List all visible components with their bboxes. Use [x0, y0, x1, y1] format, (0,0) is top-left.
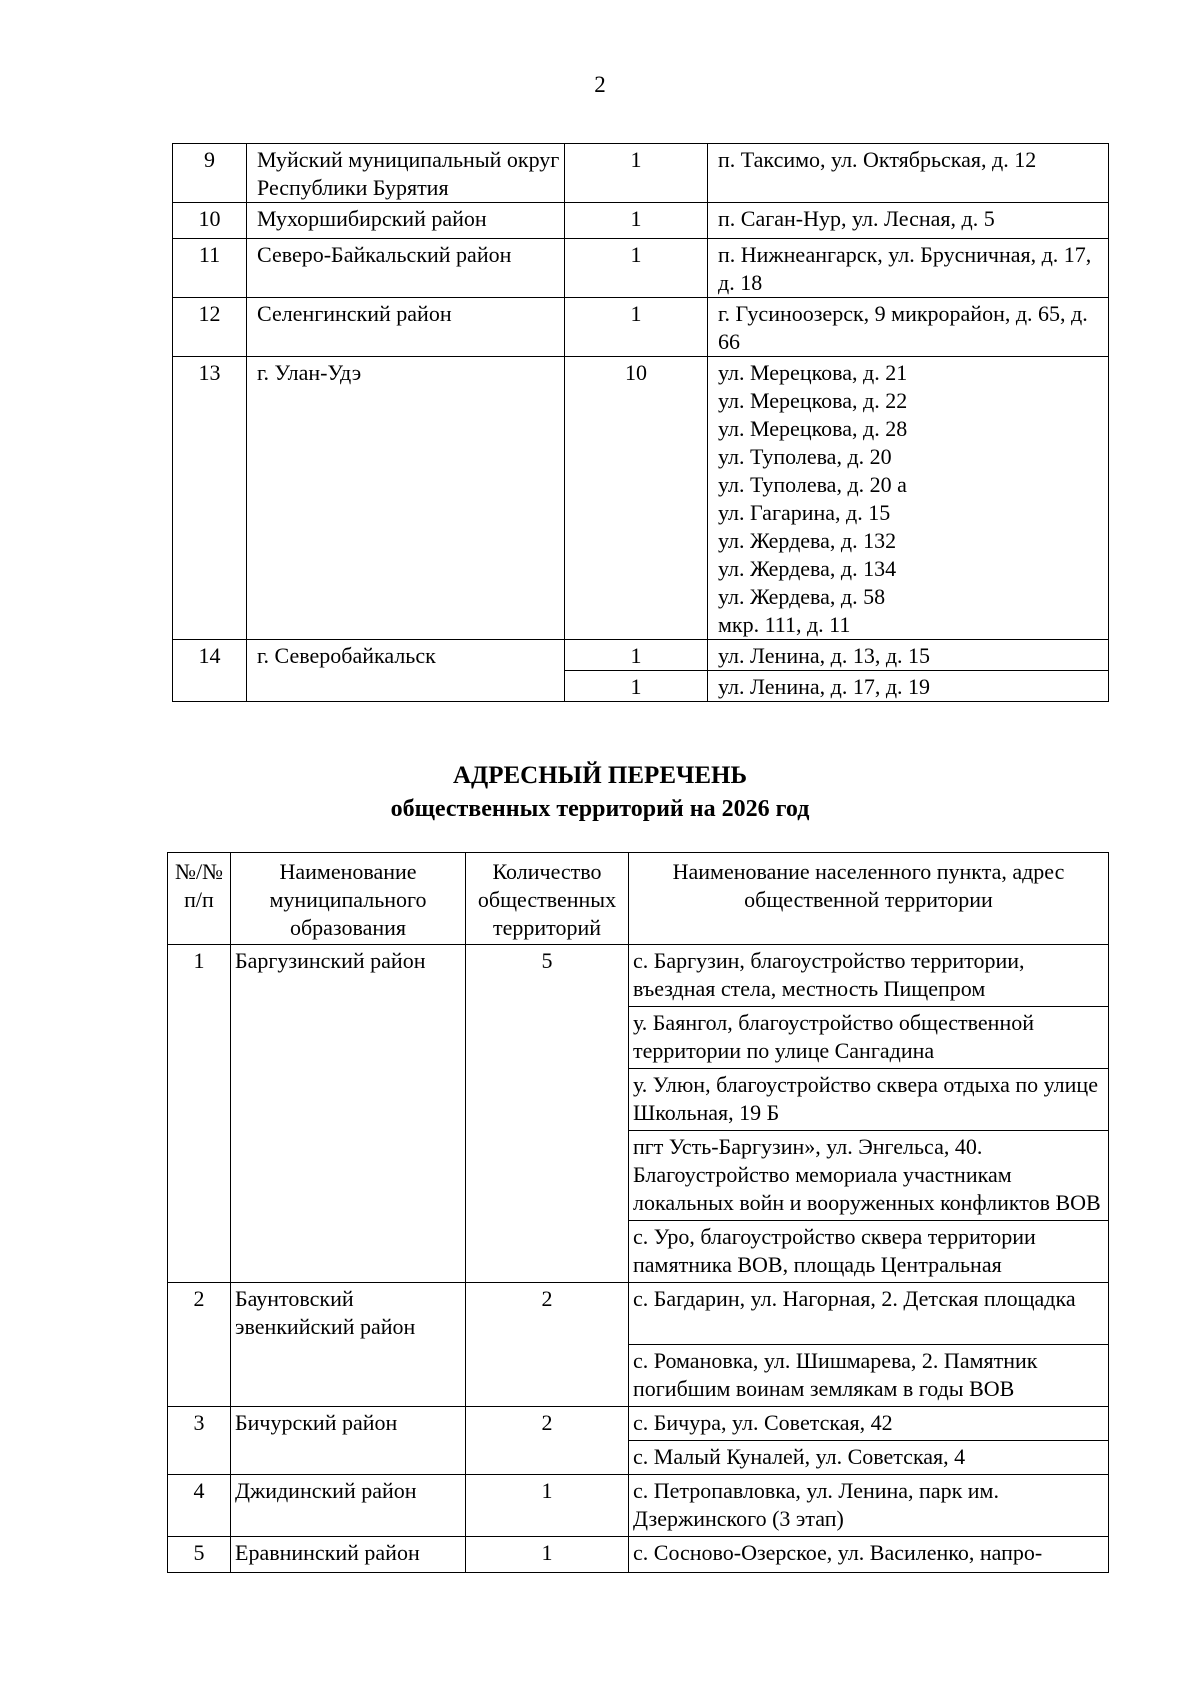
page-number: 2	[594, 72, 606, 97]
municipality-name: Селенгинский район	[247, 298, 565, 357]
row-number: 9	[173, 144, 247, 203]
municipality-name: Мухоршибирский район	[247, 203, 565, 239]
address-cell: с. Малый Куналей, ул. Советская, 4	[629, 1441, 1109, 1475]
table-row	[173, 203, 1109, 239]
row-number: 3	[168, 1407, 231, 1475]
table-row	[173, 144, 1109, 203]
address-cell: ул. Ленина, д. 17, д. 19	[708, 671, 1109, 702]
municipality-name: Баунтовский эвенкийский район	[231, 1283, 466, 1407]
address-line: ул. Туполева, д. 20 а	[718, 472, 907, 497]
address-cell: с. Багдарин, ул. Нагорная, 2. Детская площадка	[629, 1283, 1109, 1345]
territory-count: 1	[565, 203, 708, 239]
address-line: ул. Мерецкова, д. 28	[718, 416, 908, 441]
table-row	[173, 640, 1109, 671]
address-line: ул. Мерецкова, д. 21	[718, 360, 908, 385]
table-row	[173, 357, 1109, 640]
row-number: 11	[173, 239, 247, 298]
municipality-name: Северо-Байкальский район	[247, 239, 565, 298]
address-cell: с. Сосново-Озерское, ул. Василенко, напро-	[629, 1537, 1109, 1573]
table-row	[168, 1407, 1109, 1441]
address-line: ул. Гагарина, д. 15	[718, 500, 891, 525]
row-number: 14	[173, 640, 247, 702]
municipality-name: г. Улан-Удэ	[247, 357, 565, 640]
address-cell: ул. Ленина, д. 13, д. 15	[708, 640, 1109, 671]
row-number: 2	[168, 1283, 231, 1407]
row-number: 12	[173, 298, 247, 357]
municipality-name: Еравнинский район	[231, 1537, 466, 1573]
address-cell: с. Баргузин, благоустройство территории, въездная стела, местность Пищепром	[629, 945, 1109, 1007]
table-row	[168, 1537, 1109, 1573]
row-number: 13	[173, 357, 247, 640]
municipality-name: г. Северобайкальск	[247, 640, 565, 702]
row-number: 10	[173, 203, 247, 239]
header-address: Наименование населенного пункта, адрес общественной территории	[629, 853, 1109, 945]
table-2025-continuation	[172, 143, 1109, 702]
table-header-row	[168, 853, 1109, 945]
territory-count: 1	[565, 298, 708, 357]
table-row	[173, 239, 1109, 298]
municipality-name: Муйский муниципальный округ Республики Бурятия	[247, 144, 565, 203]
address-cell: пгт Усть-Баргузин», ул. Энгельса, 40. Благоустройство мемориала участникам локальных войн и вооруженных конфликтов ВОВ	[629, 1131, 1109, 1221]
address-line: ул. Жердева, д. 132	[718, 528, 897, 553]
address-cell: с. Уро, благоустройство сквера территории памятника ВОВ, площадь Центральная	[629, 1221, 1109, 1283]
territory-count: 1	[466, 1475, 629, 1537]
address-line: мкр. 111, д. 11	[718, 612, 851, 637]
table-2026-territories	[167, 852, 1109, 1573]
address-cell: у. Улюн, благоустройство сквера отдыха по улице Школьная, 19 Б	[629, 1069, 1109, 1131]
territory-count: 2	[466, 1407, 629, 1475]
territory-count: 1	[565, 671, 708, 702]
address-cell: с. Романовка, ул. Шишмарева, 2. Памятник погибшим воинам землякам в годы ВОВ	[629, 1345, 1109, 1407]
address-cell: г. Гусиноозерск, 9 микрорайон, д. 65, д. 66	[708, 298, 1109, 357]
address-cell: п. Нижнеангарск, ул. Брусничная, д. 17, д. 18	[708, 239, 1109, 298]
document-title: АДРЕСНЫЙ ПЕРЕЧЕНЬ	[452, 762, 747, 789]
address-cell: п. Таксимо, ул. Октябрьская, д. 12	[708, 144, 1109, 203]
municipality-name: Баргузинский район	[231, 945, 466, 1283]
territory-count: 1	[565, 239, 708, 298]
territory-count: 5	[466, 945, 629, 1283]
row-number: 4	[168, 1475, 231, 1537]
municipality-name: Джидинский район	[231, 1475, 466, 1537]
address-line: ул. Жердева, д. 134	[718, 556, 897, 581]
address-line: ул. Мерецкова, д. 22	[718, 388, 908, 413]
territory-count: 2	[466, 1283, 629, 1407]
header-number: №/№ п/п	[168, 853, 231, 945]
row-number: 1	[168, 945, 231, 1283]
territory-count: 1	[565, 144, 708, 203]
address-cell: с. Петропавловка, ул. Ленина, парк им. Дзержинского (3 этап)	[629, 1475, 1109, 1537]
address-line: ул. Туполева, д. 20	[718, 444, 892, 469]
table-row	[168, 1475, 1109, 1537]
address-cell	[708, 357, 1109, 640]
territory-count: 1	[466, 1537, 629, 1573]
territory-count: 10	[565, 357, 708, 640]
address-cell: с. Бичура, ул. Советская, 42	[629, 1407, 1109, 1441]
address-cell: п. Саган-Нур, ул. Лесная, д. 5	[708, 203, 1109, 239]
row-number: 5	[168, 1537, 231, 1573]
document-subtitle: общественных территорий на 2026 год	[390, 796, 810, 822]
address-line: ул. Жердева, д. 58	[718, 584, 886, 609]
table-row	[168, 945, 1109, 1007]
table-row	[168, 1283, 1109, 1345]
header-count: Количество общественных территорий	[466, 853, 629, 945]
table-row	[173, 298, 1109, 357]
address-cell: у. Баянгол, благоустройство общественной территории по улице Сангадина	[629, 1007, 1109, 1069]
territory-count: 1	[565, 640, 708, 671]
header-municipality: Наименование муниципального образования	[231, 853, 466, 945]
municipality-name: Бичурский район	[231, 1407, 466, 1475]
